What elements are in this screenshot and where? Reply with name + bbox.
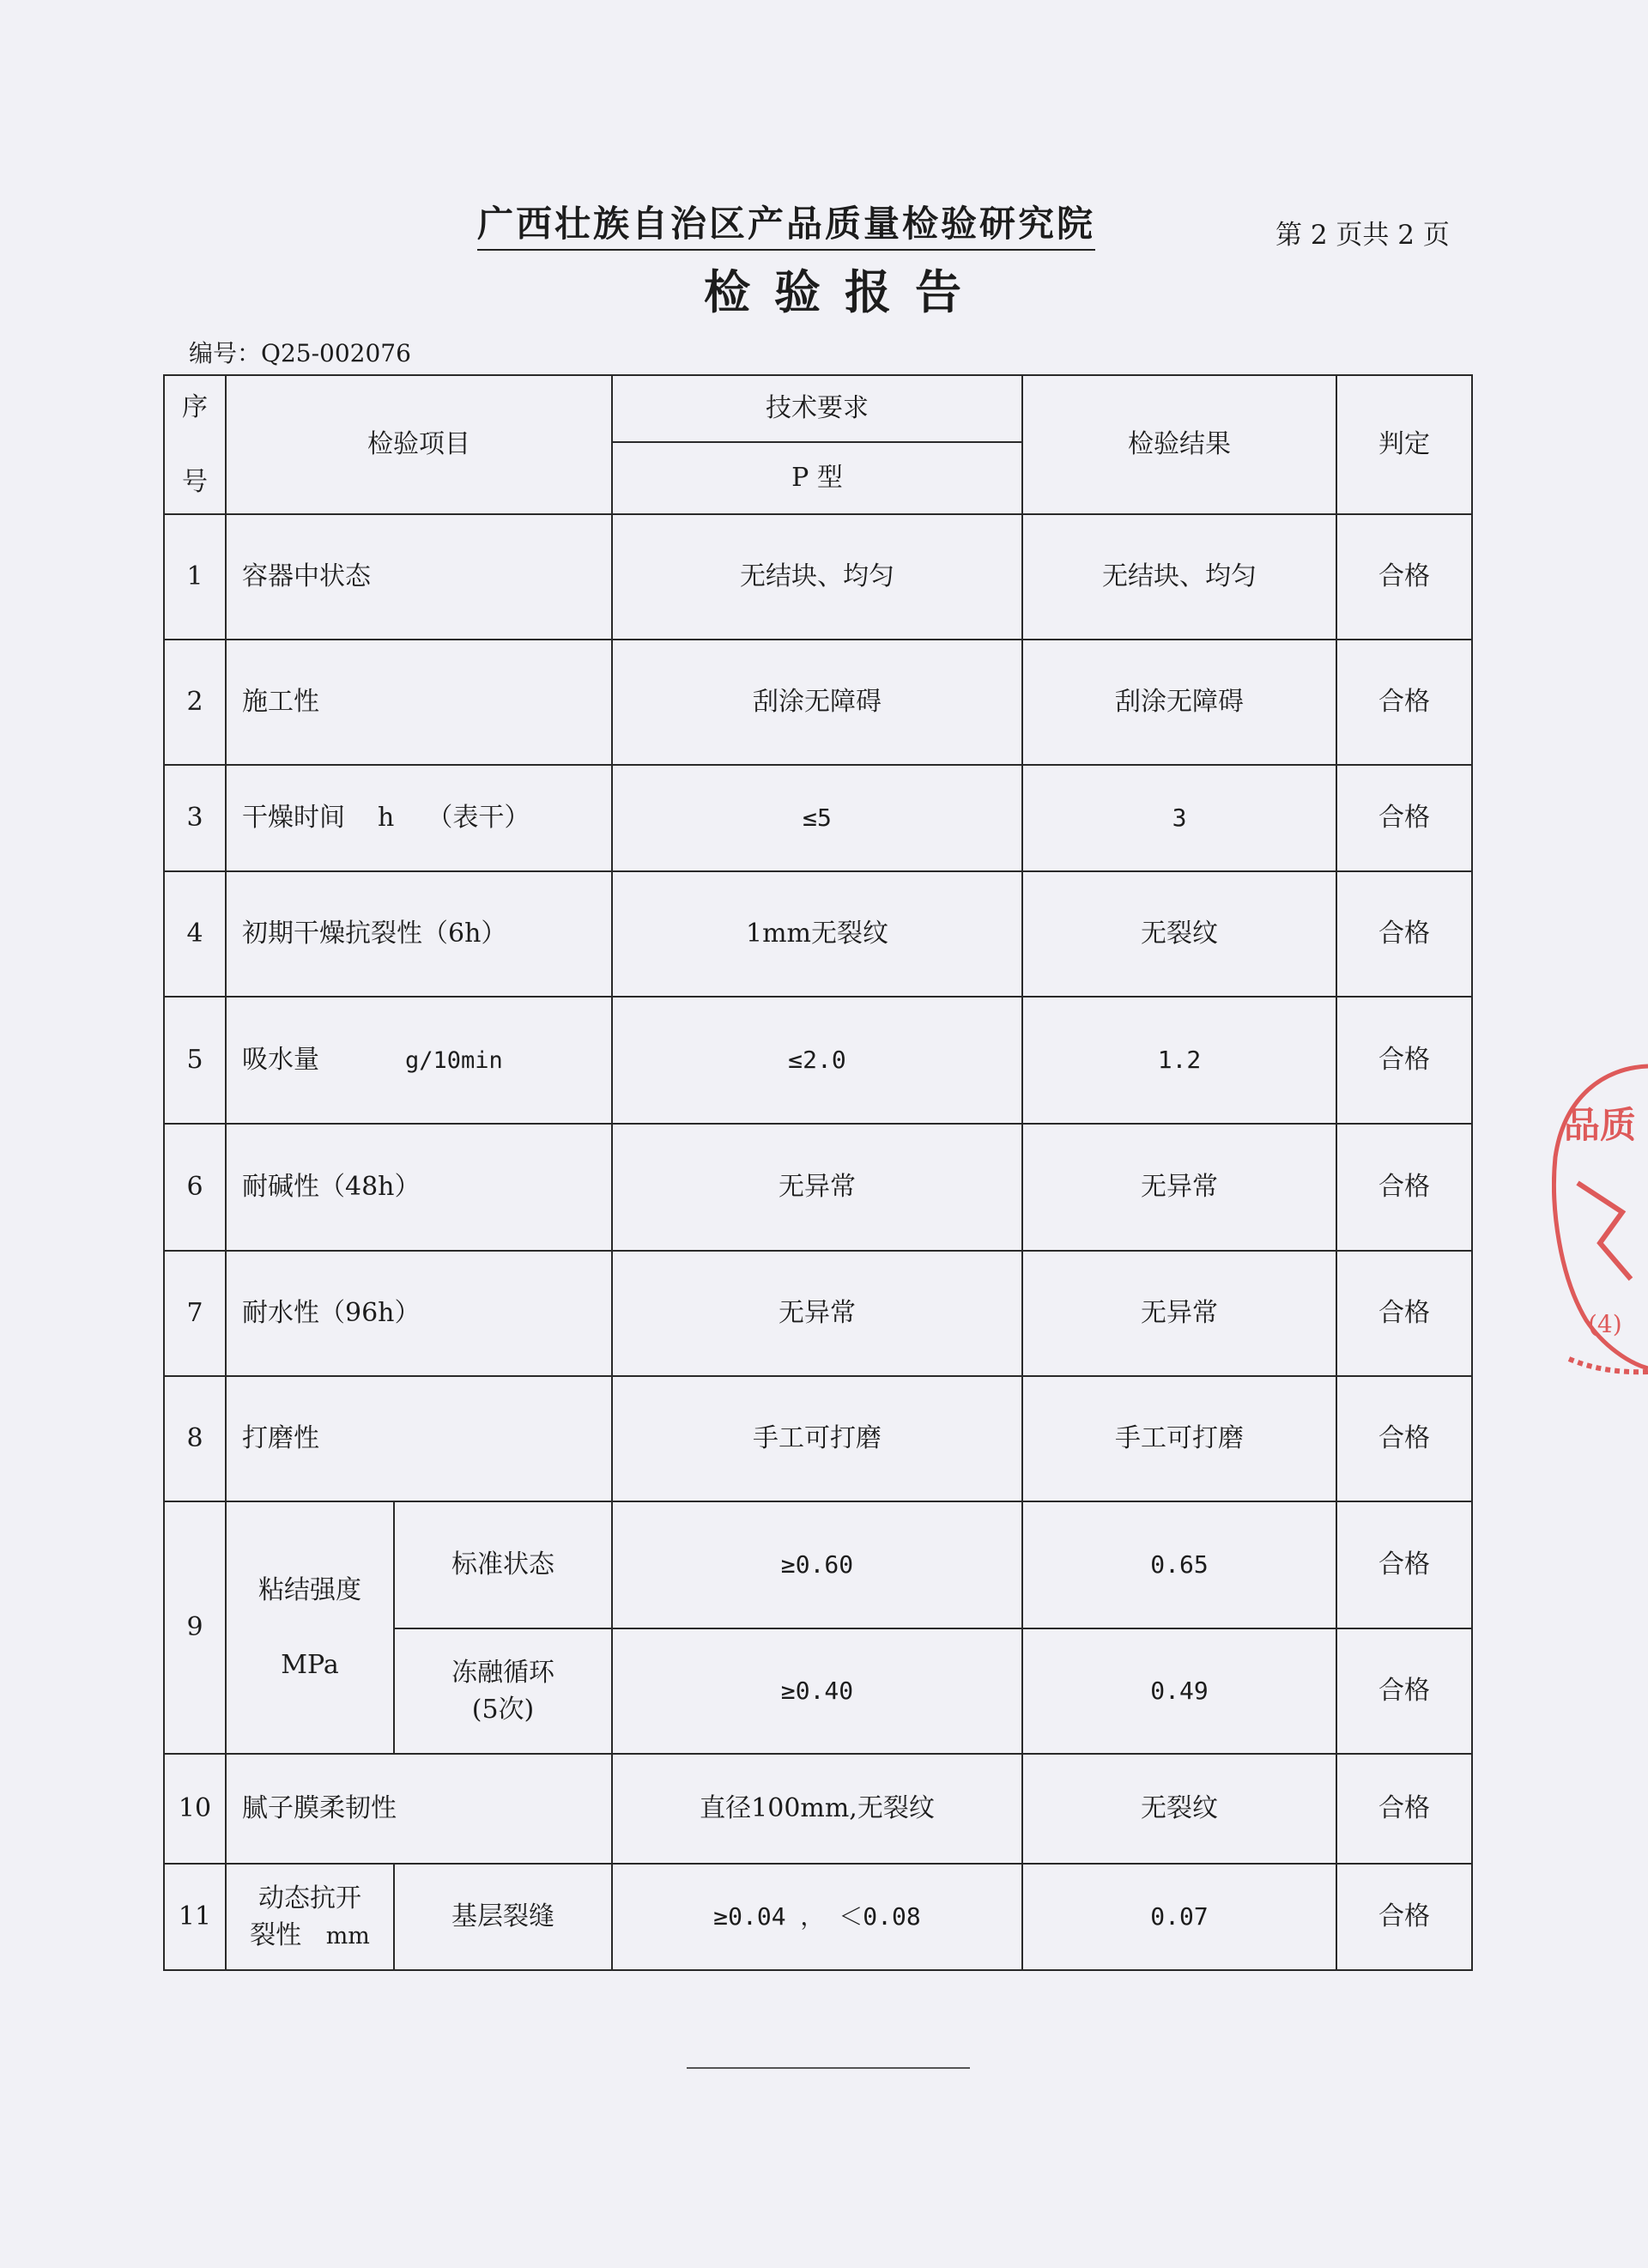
row-verdict: 合格 [1336, 1501, 1472, 1628]
table-row [164, 997, 1472, 1124]
row-number: 10 [164, 1754, 226, 1864]
row-requirement: ≥0.04 ， ＜0.08 [612, 1864, 1022, 1970]
row-requirement: 手工可打磨 [612, 1376, 1022, 1501]
row-verdict: 合格 [1336, 997, 1472, 1124]
stamp-fragment: 品质 [1564, 1104, 1637, 1146]
row-item: 耐碱性（48h） [226, 1124, 612, 1251]
table-row [164, 1124, 1472, 1251]
row-number: 7 [164, 1251, 226, 1376]
row-verdict: 合格 [1336, 1124, 1472, 1251]
table-row [164, 871, 1472, 997]
organization-name: 广西壮族自治区产品质量检验研究院 [477, 196, 1095, 251]
row-item-qualifier: （表干） [427, 803, 530, 834]
row-verdict: 合格 [1336, 1376, 1472, 1501]
row-number: 3 [164, 765, 226, 871]
row-result: 刮涂无障碍 [1022, 640, 1336, 765]
page-indicator: 第 2 页共 2 页 [1275, 220, 1450, 251]
stamp-badge: (4) [1588, 1310, 1622, 1338]
row-number: 2 [164, 640, 226, 765]
report-title: 检验报告 [704, 264, 985, 319]
row-result: 3 [1022, 765, 1336, 871]
header-row [164, 375, 1472, 442]
row-result: 0.65 [1022, 1501, 1336, 1628]
row-number: 5 [164, 997, 226, 1124]
row-number: 6 [164, 1124, 226, 1251]
row-item-label: 吸水量 [242, 1045, 319, 1076]
table-row [164, 1864, 1472, 1970]
row-result: 无裂纹 [1022, 871, 1336, 997]
row-verdict: 合格 [1336, 1864, 1472, 1970]
row-item: 初期干燥抗裂性（6h） [226, 871, 612, 997]
row-verdict: 合格 [1336, 765, 1472, 871]
row-item [226, 765, 612, 871]
row-item-unit: MPa [281, 1649, 339, 1680]
table-row [164, 1251, 1472, 1376]
row-result: 无异常 [1022, 1124, 1336, 1251]
sub-item-label: 标准状态 [394, 1501, 612, 1628]
row-requirement: 无结块、均匀 [612, 514, 1022, 640]
row-requirement: 1mm无裂纹 [612, 871, 1022, 997]
row-requirement: ≥0.60 [612, 1501, 1022, 1628]
row-verdict: 合格 [1336, 1251, 1472, 1376]
inspection-table [163, 374, 1473, 1971]
row-number: 1 [164, 514, 226, 640]
row-verdict: 合格 [1336, 1754, 1472, 1864]
row-result: 无异常 [1022, 1251, 1336, 1376]
row-result: 1.2 [1022, 997, 1336, 1124]
row-number: 11 [164, 1864, 226, 1970]
row-requirement: ≤2.0 [612, 997, 1022, 1124]
row-item: 腻子膜柔韧性 [226, 1754, 612, 1864]
row-item-label: 粘结强度 [258, 1574, 361, 1605]
row-requirement: 无异常 [612, 1124, 1022, 1251]
row-requirement: 刮涂无障碍 [612, 640, 1022, 765]
table-row [164, 514, 1472, 640]
row-item-unit: g/10min [405, 1047, 503, 1075]
row-result: 无结块、均匀 [1022, 514, 1336, 640]
header-result: 检验结果 [1022, 375, 1336, 514]
row-requirement: ≤5 [612, 765, 1022, 871]
row-verdict: 合格 [1336, 514, 1472, 640]
row-item: 打磨性 [226, 1376, 612, 1501]
sub-item-label: 基层裂缝 [394, 1864, 612, 1970]
row-item: 容器中状态 [226, 514, 612, 640]
table-row [164, 640, 1472, 765]
table-row [164, 765, 1472, 871]
sub-item-label: 冻融循环 (5次) [394, 1628, 612, 1754]
row-item-unit: h [378, 803, 395, 834]
row-item [226, 1501, 394, 1754]
row-number: 4 [164, 871, 226, 997]
row-verdict: 合格 [1336, 871, 1472, 997]
row-number: 9 [164, 1501, 226, 1754]
row-requirement: 直径100mm,无裂纹 [612, 1754, 1022, 1864]
row-result: 0.49 [1022, 1628, 1336, 1754]
header-item: 检验项目 [226, 375, 612, 514]
row-item: 耐水性（96h） [226, 1251, 612, 1376]
table-row [164, 1376, 1472, 1501]
footer-divider [687, 2067, 970, 2069]
row-item [226, 997, 612, 1124]
row-result: 0.07 [1022, 1864, 1336, 1970]
row-number: 8 [164, 1376, 226, 1501]
row-result: 无裂纹 [1022, 1754, 1336, 1864]
report-number: 编号：Q25-002076 [189, 339, 411, 367]
header-requirement: 技术要求 [612, 375, 1022, 442]
row-item-label: 干燥时间 [242, 803, 345, 834]
header-seq: 序 号 [164, 375, 226, 514]
header-verdict: 判定 [1336, 375, 1472, 514]
row-item: 施工性 [226, 640, 612, 765]
row-verdict: 合格 [1336, 1628, 1472, 1754]
row-result: 手工可打磨 [1022, 1376, 1336, 1501]
row-requirement: ≥0.40 [612, 1628, 1022, 1754]
table-row [164, 1754, 1472, 1864]
header-requirement-type: P 型 [612, 442, 1022, 514]
row-verdict: 合格 [1336, 640, 1472, 765]
red-seal-stamp [1552, 1063, 1648, 1380]
table-row [164, 1501, 1472, 1628]
row-item: 动态抗开 裂性 mm [226, 1864, 394, 1970]
row-requirement: 无异常 [612, 1251, 1022, 1376]
